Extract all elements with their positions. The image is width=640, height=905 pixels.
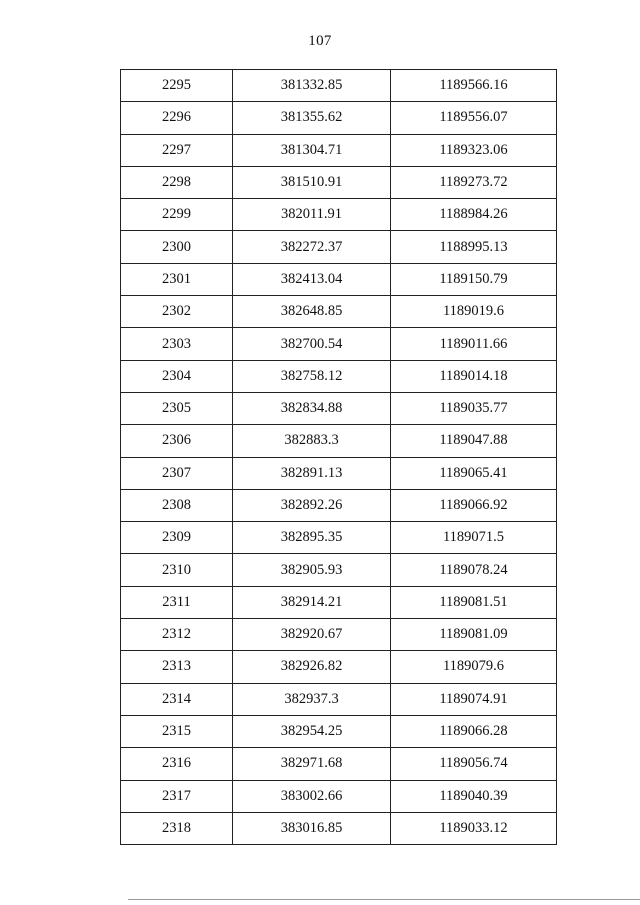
x-coordinate-cell: 382272.37 <box>233 231 391 263</box>
table-row <box>121 231 557 263</box>
x-coordinate-cell: 382905.93 <box>233 554 391 586</box>
x-coordinate-cell: 382895.35 <box>233 522 391 554</box>
point-number-cell: 2295 <box>121 70 233 102</box>
y-coordinate-cell: 1189150.79 <box>391 263 557 295</box>
y-coordinate-cell: 1189081.51 <box>391 586 557 618</box>
point-number-cell: 2301 <box>121 263 233 295</box>
x-coordinate-cell: 382971.68 <box>233 748 391 780</box>
point-number-cell: 2303 <box>121 328 233 360</box>
table-row <box>121 651 557 683</box>
point-number-cell: 2307 <box>121 457 233 489</box>
y-coordinate-cell: 1188995.13 <box>391 231 557 263</box>
point-number-cell: 2305 <box>121 392 233 424</box>
table-row <box>121 715 557 747</box>
point-number-cell: 2308 <box>121 489 233 521</box>
x-coordinate-cell: 382892.26 <box>233 489 391 521</box>
x-coordinate-cell: 381304.71 <box>233 134 391 166</box>
table-row <box>121 586 557 618</box>
point-number-cell: 2302 <box>121 296 233 328</box>
table-row <box>121 780 557 812</box>
x-coordinate-cell: 383016.85 <box>233 812 391 844</box>
y-coordinate-cell: 1189066.92 <box>391 489 557 521</box>
point-number-cell: 2311 <box>121 586 233 618</box>
table-row <box>121 619 557 651</box>
point-number-cell: 2318 <box>121 812 233 844</box>
table-row <box>121 522 557 554</box>
table-row <box>121 328 557 360</box>
x-coordinate-cell: 382883.3 <box>233 425 391 457</box>
y-coordinate-cell: 1189323.06 <box>391 134 557 166</box>
table-row <box>121 134 557 166</box>
table-row <box>121 554 557 586</box>
y-coordinate-cell: 1189273.72 <box>391 166 557 198</box>
point-number-cell: 2309 <box>121 522 233 554</box>
coordinates-table-body <box>121 70 557 845</box>
x-coordinate-cell: 382926.82 <box>233 651 391 683</box>
x-coordinate-cell: 382937.3 <box>233 683 391 715</box>
x-coordinate-cell: 382920.67 <box>233 619 391 651</box>
table-row <box>121 457 557 489</box>
y-coordinate-cell: 1189556.07 <box>391 102 557 134</box>
x-coordinate-cell: 382834.88 <box>233 392 391 424</box>
point-number-cell: 2304 <box>121 360 233 392</box>
point-number-cell: 2296 <box>121 102 233 134</box>
table-row <box>121 748 557 780</box>
x-coordinate-cell: 382758.12 <box>233 360 391 392</box>
table-row <box>121 683 557 715</box>
y-coordinate-cell: 1189056.74 <box>391 748 557 780</box>
point-number-cell: 2297 <box>121 134 233 166</box>
point-number-cell: 2298 <box>121 166 233 198</box>
x-coordinate-cell: 382413.04 <box>233 263 391 295</box>
x-coordinate-cell: 381510.91 <box>233 166 391 198</box>
x-coordinate-cell: 382954.25 <box>233 715 391 747</box>
table-row <box>121 70 557 102</box>
y-coordinate-cell: 1189040.39 <box>391 780 557 812</box>
table-row <box>121 102 557 134</box>
table-row <box>121 489 557 521</box>
y-coordinate-cell: 1189079.6 <box>391 651 557 683</box>
point-number-cell: 2317 <box>121 780 233 812</box>
y-coordinate-cell: 1189065.41 <box>391 457 557 489</box>
point-number-cell: 2313 <box>121 651 233 683</box>
x-coordinate-cell: 382011.91 <box>233 199 391 231</box>
table-row <box>121 425 557 457</box>
y-coordinate-cell: 1189014.18 <box>391 360 557 392</box>
x-coordinate-cell: 381332.85 <box>233 70 391 102</box>
x-coordinate-cell: 381355.62 <box>233 102 391 134</box>
y-coordinate-cell: 1189078.24 <box>391 554 557 586</box>
table-row <box>121 360 557 392</box>
y-coordinate-cell: 1189074.91 <box>391 683 557 715</box>
y-coordinate-cell: 1189066.28 <box>391 715 557 747</box>
coordinates-table <box>120 69 557 845</box>
point-number-cell: 2316 <box>121 748 233 780</box>
point-number-cell: 2310 <box>121 554 233 586</box>
x-coordinate-cell: 382891.13 <box>233 457 391 489</box>
point-number-cell: 2300 <box>121 231 233 263</box>
y-coordinate-cell: 1189071.5 <box>391 522 557 554</box>
y-coordinate-cell: 1189566.16 <box>391 70 557 102</box>
y-coordinate-cell: 1189011.66 <box>391 328 557 360</box>
page-number: 107 <box>308 33 332 49</box>
y-coordinate-cell: 1188984.26 <box>391 199 557 231</box>
table-row <box>121 166 557 198</box>
x-coordinate-cell: 382648.85 <box>233 296 391 328</box>
x-coordinate-cell: 382700.54 <box>233 328 391 360</box>
y-coordinate-cell: 1189047.88 <box>391 425 557 457</box>
scan-edge-line <box>128 899 640 900</box>
table-row <box>121 812 557 844</box>
point-number-cell: 2299 <box>121 199 233 231</box>
y-coordinate-cell: 1189081.09 <box>391 619 557 651</box>
y-coordinate-cell: 1189035.77 <box>391 392 557 424</box>
table-row <box>121 263 557 295</box>
table-row <box>121 392 557 424</box>
point-number-cell: 2312 <box>121 619 233 651</box>
point-number-cell: 2306 <box>121 425 233 457</box>
y-coordinate-cell: 1189033.12 <box>391 812 557 844</box>
table-row <box>121 296 557 328</box>
table-row <box>121 199 557 231</box>
y-coordinate-cell: 1189019.6 <box>391 296 557 328</box>
x-coordinate-cell: 382914.21 <box>233 586 391 618</box>
point-number-cell: 2315 <box>121 715 233 747</box>
x-coordinate-cell: 383002.66 <box>233 780 391 812</box>
point-number-cell: 2314 <box>121 683 233 715</box>
